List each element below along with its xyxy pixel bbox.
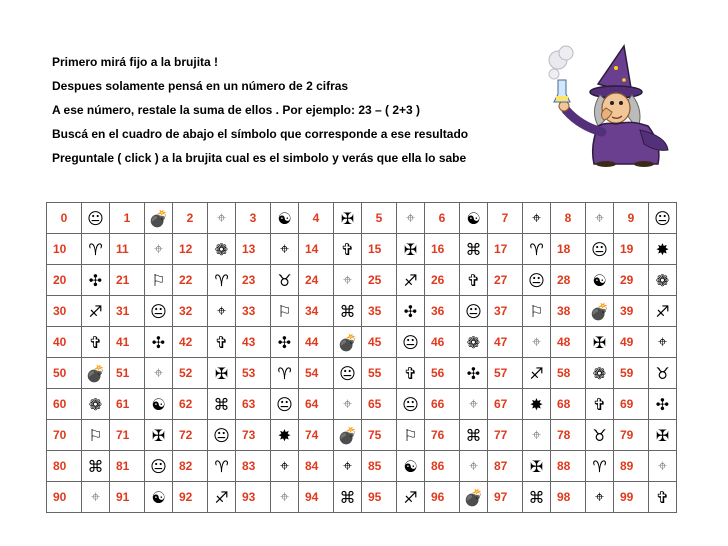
aries-icon: ♈ [586, 451, 614, 482]
neutral-face-icon: 😐 [82, 203, 110, 234]
grid-number: 18 [551, 234, 586, 265]
grid-number: 73 [236, 420, 271, 451]
grid-number: 57 [488, 358, 523, 389]
grid-number: 37 [488, 296, 523, 327]
grid-number: 54 [299, 358, 334, 389]
crosshair-icon: ⌖ [586, 482, 614, 513]
four-petal-icon: ✣ [397, 296, 425, 327]
bomb-icon: 💣 [145, 203, 173, 234]
grid-number: 12 [173, 234, 208, 265]
crosshair-icon: ⌖ [334, 389, 362, 420]
grid-number: 79 [614, 420, 649, 451]
grid-number: 52 [173, 358, 208, 389]
grid-number: 87 [488, 451, 523, 482]
grid-number: 40 [47, 327, 82, 358]
bomb-icon: 💣 [586, 296, 614, 327]
maltese-cross-icon: ✠ [145, 420, 173, 451]
grid-number: 89 [614, 451, 649, 482]
grid-number: 35 [362, 296, 397, 327]
cross-icon: ✞ [397, 358, 425, 389]
grid-number: 8 [551, 203, 586, 234]
maltese-cross-icon: ✠ [208, 358, 236, 389]
grid-row [47, 389, 677, 420]
grid-row [47, 451, 677, 482]
grid-number: 68 [551, 389, 586, 420]
flag-icon: ⚐ [82, 420, 110, 451]
grid-number: 88 [551, 451, 586, 482]
grid-number: 41 [110, 327, 145, 358]
grid-number: 94 [299, 482, 334, 513]
grid-number: 58 [551, 358, 586, 389]
grid-number: 25 [362, 265, 397, 296]
grid-number: 56 [425, 358, 460, 389]
neutral-face-icon: 😐 [271, 389, 299, 420]
grid-number: 95 [362, 482, 397, 513]
grid-row [47, 203, 677, 234]
bomb-icon: 💣 [334, 327, 362, 358]
grid-number: 70 [47, 420, 82, 451]
grid-number: 99 [614, 482, 649, 513]
crosshair-icon: ⌖ [271, 451, 299, 482]
bomb-icon: 💣 [82, 358, 110, 389]
grid-number: 84 [299, 451, 334, 482]
grid-number: 60 [47, 389, 82, 420]
grid-number: 77 [488, 420, 523, 451]
grid-number: 80 [47, 451, 82, 482]
grid-number: 27 [488, 265, 523, 296]
maltese-cross-icon: ✠ [397, 234, 425, 265]
bomb-icon: 💣 [460, 482, 488, 513]
four-petal-icon: ✣ [145, 327, 173, 358]
grid-number: 36 [425, 296, 460, 327]
grid-number: 0 [47, 203, 82, 234]
crosshair-icon: ⌖ [145, 234, 173, 265]
cross-icon: ✞ [334, 234, 362, 265]
neutral-face-icon: 😐 [145, 296, 173, 327]
crosshair-icon: ⌖ [208, 296, 236, 327]
grid-number: 31 [110, 296, 145, 327]
grid-number: 19 [614, 234, 649, 265]
crosshair-icon: ⌖ [460, 451, 488, 482]
neutral-face-icon: 😐 [649, 203, 677, 234]
grid-number: 83 [236, 451, 271, 482]
grid-number: 39 [614, 296, 649, 327]
crosshair-icon: ⌖ [523, 420, 551, 451]
grid-number: 61 [110, 389, 145, 420]
grid-number: 17 [488, 234, 523, 265]
yin-yang-icon: ☯ [145, 389, 173, 420]
grid-number: 53 [236, 358, 271, 389]
command-icon: ⌘ [334, 296, 362, 327]
instruction-line: Buscá en el cuadro de abajo el símbolo que corresponde a ese resultado [52, 127, 469, 141]
crosshair-icon: ⌖ [649, 327, 677, 358]
yin-yang-icon: ☯ [145, 482, 173, 513]
grid-number: 64 [299, 389, 334, 420]
cross-icon: ✞ [460, 265, 488, 296]
command-icon: ⌘ [460, 420, 488, 451]
neutral-face-icon: 😐 [145, 451, 173, 482]
grid-number: 29 [614, 265, 649, 296]
taurus-icon: ♉ [649, 358, 677, 389]
flower-icon: ❁ [649, 265, 677, 296]
maltese-cross-icon: ✠ [649, 420, 677, 451]
command-icon: ⌘ [334, 482, 362, 513]
neutral-face-icon: 😐 [397, 327, 425, 358]
grid-number: 78 [551, 420, 586, 451]
yin-yang-icon: ☯ [460, 203, 488, 234]
grid-number: 44 [299, 327, 334, 358]
maltese-cross-icon: ✠ [523, 451, 551, 482]
instruction-line: A ese número, restale la suma de ellos . Por ejemplo: 23 – ( 2+3 ) [52, 103, 421, 117]
yin-yang-icon: ☯ [397, 451, 425, 482]
grid-row [47, 482, 677, 513]
grid-number: 43 [236, 327, 271, 358]
maltese-cross-icon: ✠ [334, 203, 362, 234]
cross-icon: ✞ [82, 327, 110, 358]
crosshair-icon: ⌖ [334, 451, 362, 482]
cross-icon: ✞ [208, 327, 236, 358]
grid-number: 98 [551, 482, 586, 513]
grid-number: 51 [110, 358, 145, 389]
grid-number: 62 [173, 389, 208, 420]
grid-number: 30 [47, 296, 82, 327]
grid-number: 9 [614, 203, 649, 234]
sagittarius-icon: ♐ [82, 296, 110, 327]
grid-number: 90 [47, 482, 82, 513]
grid-number: 65 [362, 389, 397, 420]
neutral-face-icon: 😐 [523, 265, 551, 296]
command-icon: ⌘ [208, 389, 236, 420]
yin-yang-icon: ☯ [586, 265, 614, 296]
grid-number: 74 [299, 420, 334, 451]
grid-number: 66 [425, 389, 460, 420]
grid-number: 5 [362, 203, 397, 234]
grid-number: 59 [614, 358, 649, 389]
grid-number: 11 [110, 234, 145, 265]
crosshair-icon: ⌖ [271, 234, 299, 265]
four-petal-icon: ✣ [460, 358, 488, 389]
grid-number: 1 [110, 203, 145, 234]
sagittarius-icon: ♐ [208, 482, 236, 513]
crosshair-icon: ⌖ [145, 358, 173, 389]
crosshair-icon: ⌖ [397, 203, 425, 234]
sagittarius-icon: ♐ [397, 265, 425, 296]
four-petal-icon: ✣ [82, 265, 110, 296]
grid-number: 55 [362, 358, 397, 389]
grid-number: 82 [173, 451, 208, 482]
neutral-face-icon: 😐 [334, 358, 362, 389]
maltese-cross-icon: ✠ [586, 327, 614, 358]
aries-icon: ♈ [208, 265, 236, 296]
symbol-grid [46, 202, 677, 513]
command-icon: ⌘ [523, 482, 551, 513]
sagittarius-icon: ♐ [397, 482, 425, 513]
neutral-face-icon: 😐 [397, 389, 425, 420]
flag-icon: ⚐ [523, 296, 551, 327]
grid-number: 67 [488, 389, 523, 420]
grid-row [47, 265, 677, 296]
crosshair-icon: ⌖ [208, 203, 236, 234]
grid-number: 47 [488, 327, 523, 358]
aries-icon: ♈ [208, 451, 236, 482]
crosshair-icon: ⌖ [523, 327, 551, 358]
crosshair-icon: ⌖ [460, 389, 488, 420]
command-icon: ⌘ [82, 451, 110, 482]
cross-icon: ✞ [586, 389, 614, 420]
grid-row [47, 296, 677, 327]
instruction-line: Despues solamente pensá en un número de 2 cifras [52, 79, 349, 93]
grid-number: 33 [236, 296, 271, 327]
grid-number: 81 [110, 451, 145, 482]
instruction-line: Preguntale ( click ) a la brujita cual es el simbolo y verás que ella lo sabe [52, 151, 467, 165]
aries-icon: ♈ [523, 234, 551, 265]
four-petal-icon: ✣ [649, 389, 677, 420]
grid-number: 6 [425, 203, 460, 234]
instruction-line: Primero mirá fijo a la brujita ! [52, 55, 219, 69]
star-burst-icon: ✸ [523, 389, 551, 420]
grid-number: 48 [551, 327, 586, 358]
grid-number: 13 [236, 234, 271, 265]
grid-number: 46 [425, 327, 460, 358]
grid-row [47, 420, 677, 451]
crosshair-icon: ⌖ [649, 451, 677, 482]
flag-icon: ⚐ [397, 420, 425, 451]
grid-row [47, 358, 677, 389]
command-icon: ⌘ [460, 234, 488, 265]
witch-button[interactable] [520, 40, 680, 168]
grid-number: 38 [551, 296, 586, 327]
crosshair-icon: ⌖ [82, 482, 110, 513]
neutral-face-icon: 😐 [586, 234, 614, 265]
grid-number: 76 [425, 420, 460, 451]
grid-number: 28 [551, 265, 586, 296]
bomb-icon: 💣 [334, 420, 362, 451]
neutral-face-icon: 😐 [460, 296, 488, 327]
grid-number: 63 [236, 389, 271, 420]
grid-number: 71 [110, 420, 145, 451]
instructions [52, 50, 522, 170]
sagittarius-icon: ♐ [649, 296, 677, 327]
grid-number: 96 [425, 482, 460, 513]
grid-number: 23 [236, 265, 271, 296]
grid-number: 32 [173, 296, 208, 327]
taurus-icon: ♉ [271, 265, 299, 296]
grid-number: 69 [614, 389, 649, 420]
grid-number: 20 [47, 265, 82, 296]
flag-icon: ⚐ [271, 296, 299, 327]
grid-number: 93 [236, 482, 271, 513]
grid-number: 14 [299, 234, 334, 265]
grid-number: 49 [614, 327, 649, 358]
grid-number: 2 [173, 203, 208, 234]
grid-number: 16 [425, 234, 460, 265]
witch-with-potion-icon [520, 40, 680, 168]
grid-number: 7 [488, 203, 523, 234]
grid-number: 86 [425, 451, 460, 482]
flower-icon: ❁ [208, 234, 236, 265]
aries-icon: ♈ [271, 358, 299, 389]
grid-number: 34 [299, 296, 334, 327]
star-burst-icon: ✸ [271, 420, 299, 451]
flower-icon: ❁ [82, 389, 110, 420]
grid-number: 92 [173, 482, 208, 513]
crosshair-icon: ⌖ [271, 482, 299, 513]
flower-icon: ❁ [460, 327, 488, 358]
grid-number: 10 [47, 234, 82, 265]
grid-number: 50 [47, 358, 82, 389]
grid-number: 22 [173, 265, 208, 296]
flag-icon: ⚐ [145, 265, 173, 296]
star-burst-icon: ✸ [649, 234, 677, 265]
neutral-face-icon: 😐 [208, 420, 236, 451]
grid-number: 21 [110, 265, 145, 296]
grid-number: 97 [488, 482, 523, 513]
grid-row [47, 327, 677, 358]
aries-icon: ♈ [82, 234, 110, 265]
cross-icon: ✞ [649, 482, 677, 513]
sagittarius-icon: ♐ [523, 358, 551, 389]
grid-number: 45 [362, 327, 397, 358]
taurus-icon: ♉ [586, 420, 614, 451]
grid-number: 24 [299, 265, 334, 296]
grid-number: 75 [362, 420, 397, 451]
flower-icon: ❁ [586, 358, 614, 389]
four-petal-icon: ✣ [271, 327, 299, 358]
crosshair-icon: ⌖ [334, 265, 362, 296]
crosshair-icon: ⌖ [586, 203, 614, 234]
grid-number: 4 [299, 203, 334, 234]
grid-number: 91 [110, 482, 145, 513]
grid-number: 15 [362, 234, 397, 265]
grid-row [47, 234, 677, 265]
grid-number: 26 [425, 265, 460, 296]
grid-number: 3 [236, 203, 271, 234]
yin-yang-icon: ☯ [271, 203, 299, 234]
grid-number: 42 [173, 327, 208, 358]
grid-number: 72 [173, 420, 208, 451]
crosshair-icon: ⌖ [523, 203, 551, 234]
grid-number: 85 [362, 451, 397, 482]
